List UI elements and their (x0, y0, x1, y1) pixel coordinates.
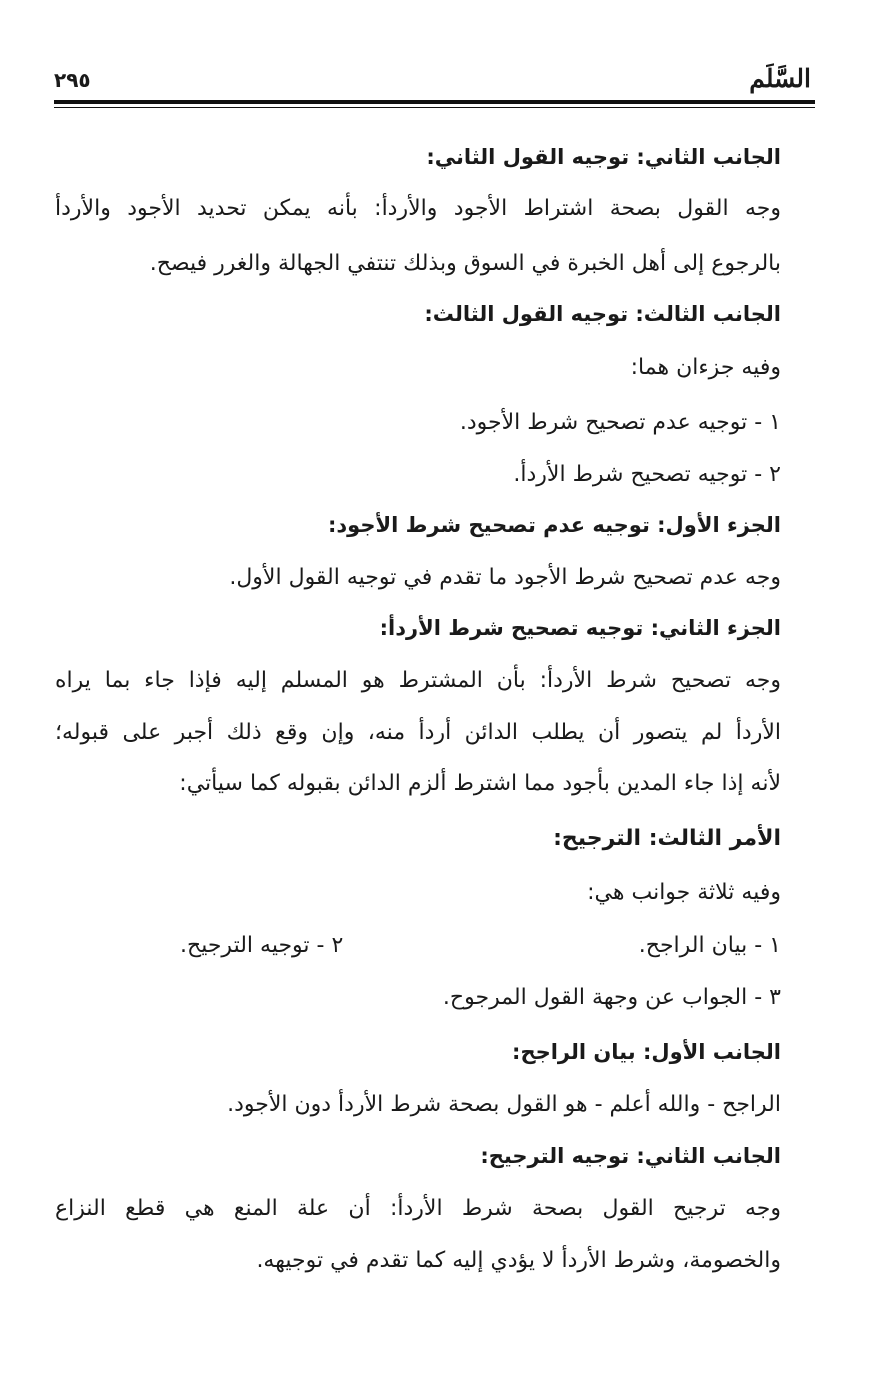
list-item: ٢ - توجيه الترجيح. (180, 933, 344, 958)
list-item: ١ - بيان الراجح. (638, 933, 781, 958)
section-heading: الجزء الأول: توجيه عدم تصحيح شرط الأجود: (327, 513, 781, 537)
paragraph-line: الأردأ لم يتصور أن يطلب الدائن أردأ منه، وإن وقع ذلك أجبر على قبوله؛ (55, 720, 781, 745)
section-heading: الأمر الثالث: الترجيح: (553, 826, 781, 851)
paragraph-line: وفيه ثلاثة جوانب هي: (587, 880, 781, 905)
paragraph-line: وجه عدم تصحيح شرط الأجود ما تقدم في توجيه القول الأول. (229, 565, 781, 590)
list-item: ٢ - توجيه تصحيح شرط الأردأ. (513, 462, 781, 487)
paragraph-line: والخصومة، وشرط الأردأ لا يؤدي إليه كما تقدم في توجيهه. (256, 1248, 781, 1273)
paragraph-line: وجه تصحيح شرط الأردأ: بأن المشترط هو المسلم إليه فإذا جاء بما يراه (55, 668, 781, 693)
section-heading: الجانب الأول: بيان الراجح: (512, 1040, 781, 1064)
paragraph-line: وفيه جزءان هما: (630, 355, 781, 380)
paragraph-line: الراجح - والله أعلم - هو القول بصحة شرط الأردأ دون الأجود. (227, 1092, 781, 1117)
list-item: ١ - توجيه عدم تصحيح شرط الأجود. (459, 410, 781, 435)
paragraph-line: وجه ترجيح القول بصحة شرط الأردأ: أن علة المنع هي قطع النزاع (55, 1196, 781, 1221)
page-header (54, 58, 811, 98)
page-number: ٢٩٥ (54, 68, 91, 92)
section-heading: الجانب الثاني: توجيه الترجيح: (480, 1144, 781, 1168)
section-heading: الجزء الثاني: توجيه تصحيح شرط الأردأ: (379, 616, 781, 640)
section-heading: الجانب الثاني: توجيه القول الثاني: (426, 145, 781, 169)
paragraph-line: بالرجوع إلى أهل الخبرة في السوق وبذلك تنتفي الجهالة والغرر فيصح. (149, 251, 781, 276)
header-rule-thick (54, 100, 815, 104)
paragraph-line: لأنه إذا جاء المدين بأجود مما اشترط ألزم الدائن بقبوله كما سيأتي: (179, 771, 781, 796)
list-row (180, 935, 781, 961)
paragraph-line: وجه القول بصحة اشتراط الأجود والأردأ: بأنه يمكن تحديد الأجود والأردأ (55, 196, 781, 221)
list-item: ٣ - الجواب عن وجهة القول المرجوح. (442, 985, 781, 1010)
running-title: السَّلَم (749, 64, 811, 93)
header-rule-thin (54, 107, 815, 108)
section-heading: الجانب الثالث: توجيه القول الثالث: (424, 302, 781, 326)
